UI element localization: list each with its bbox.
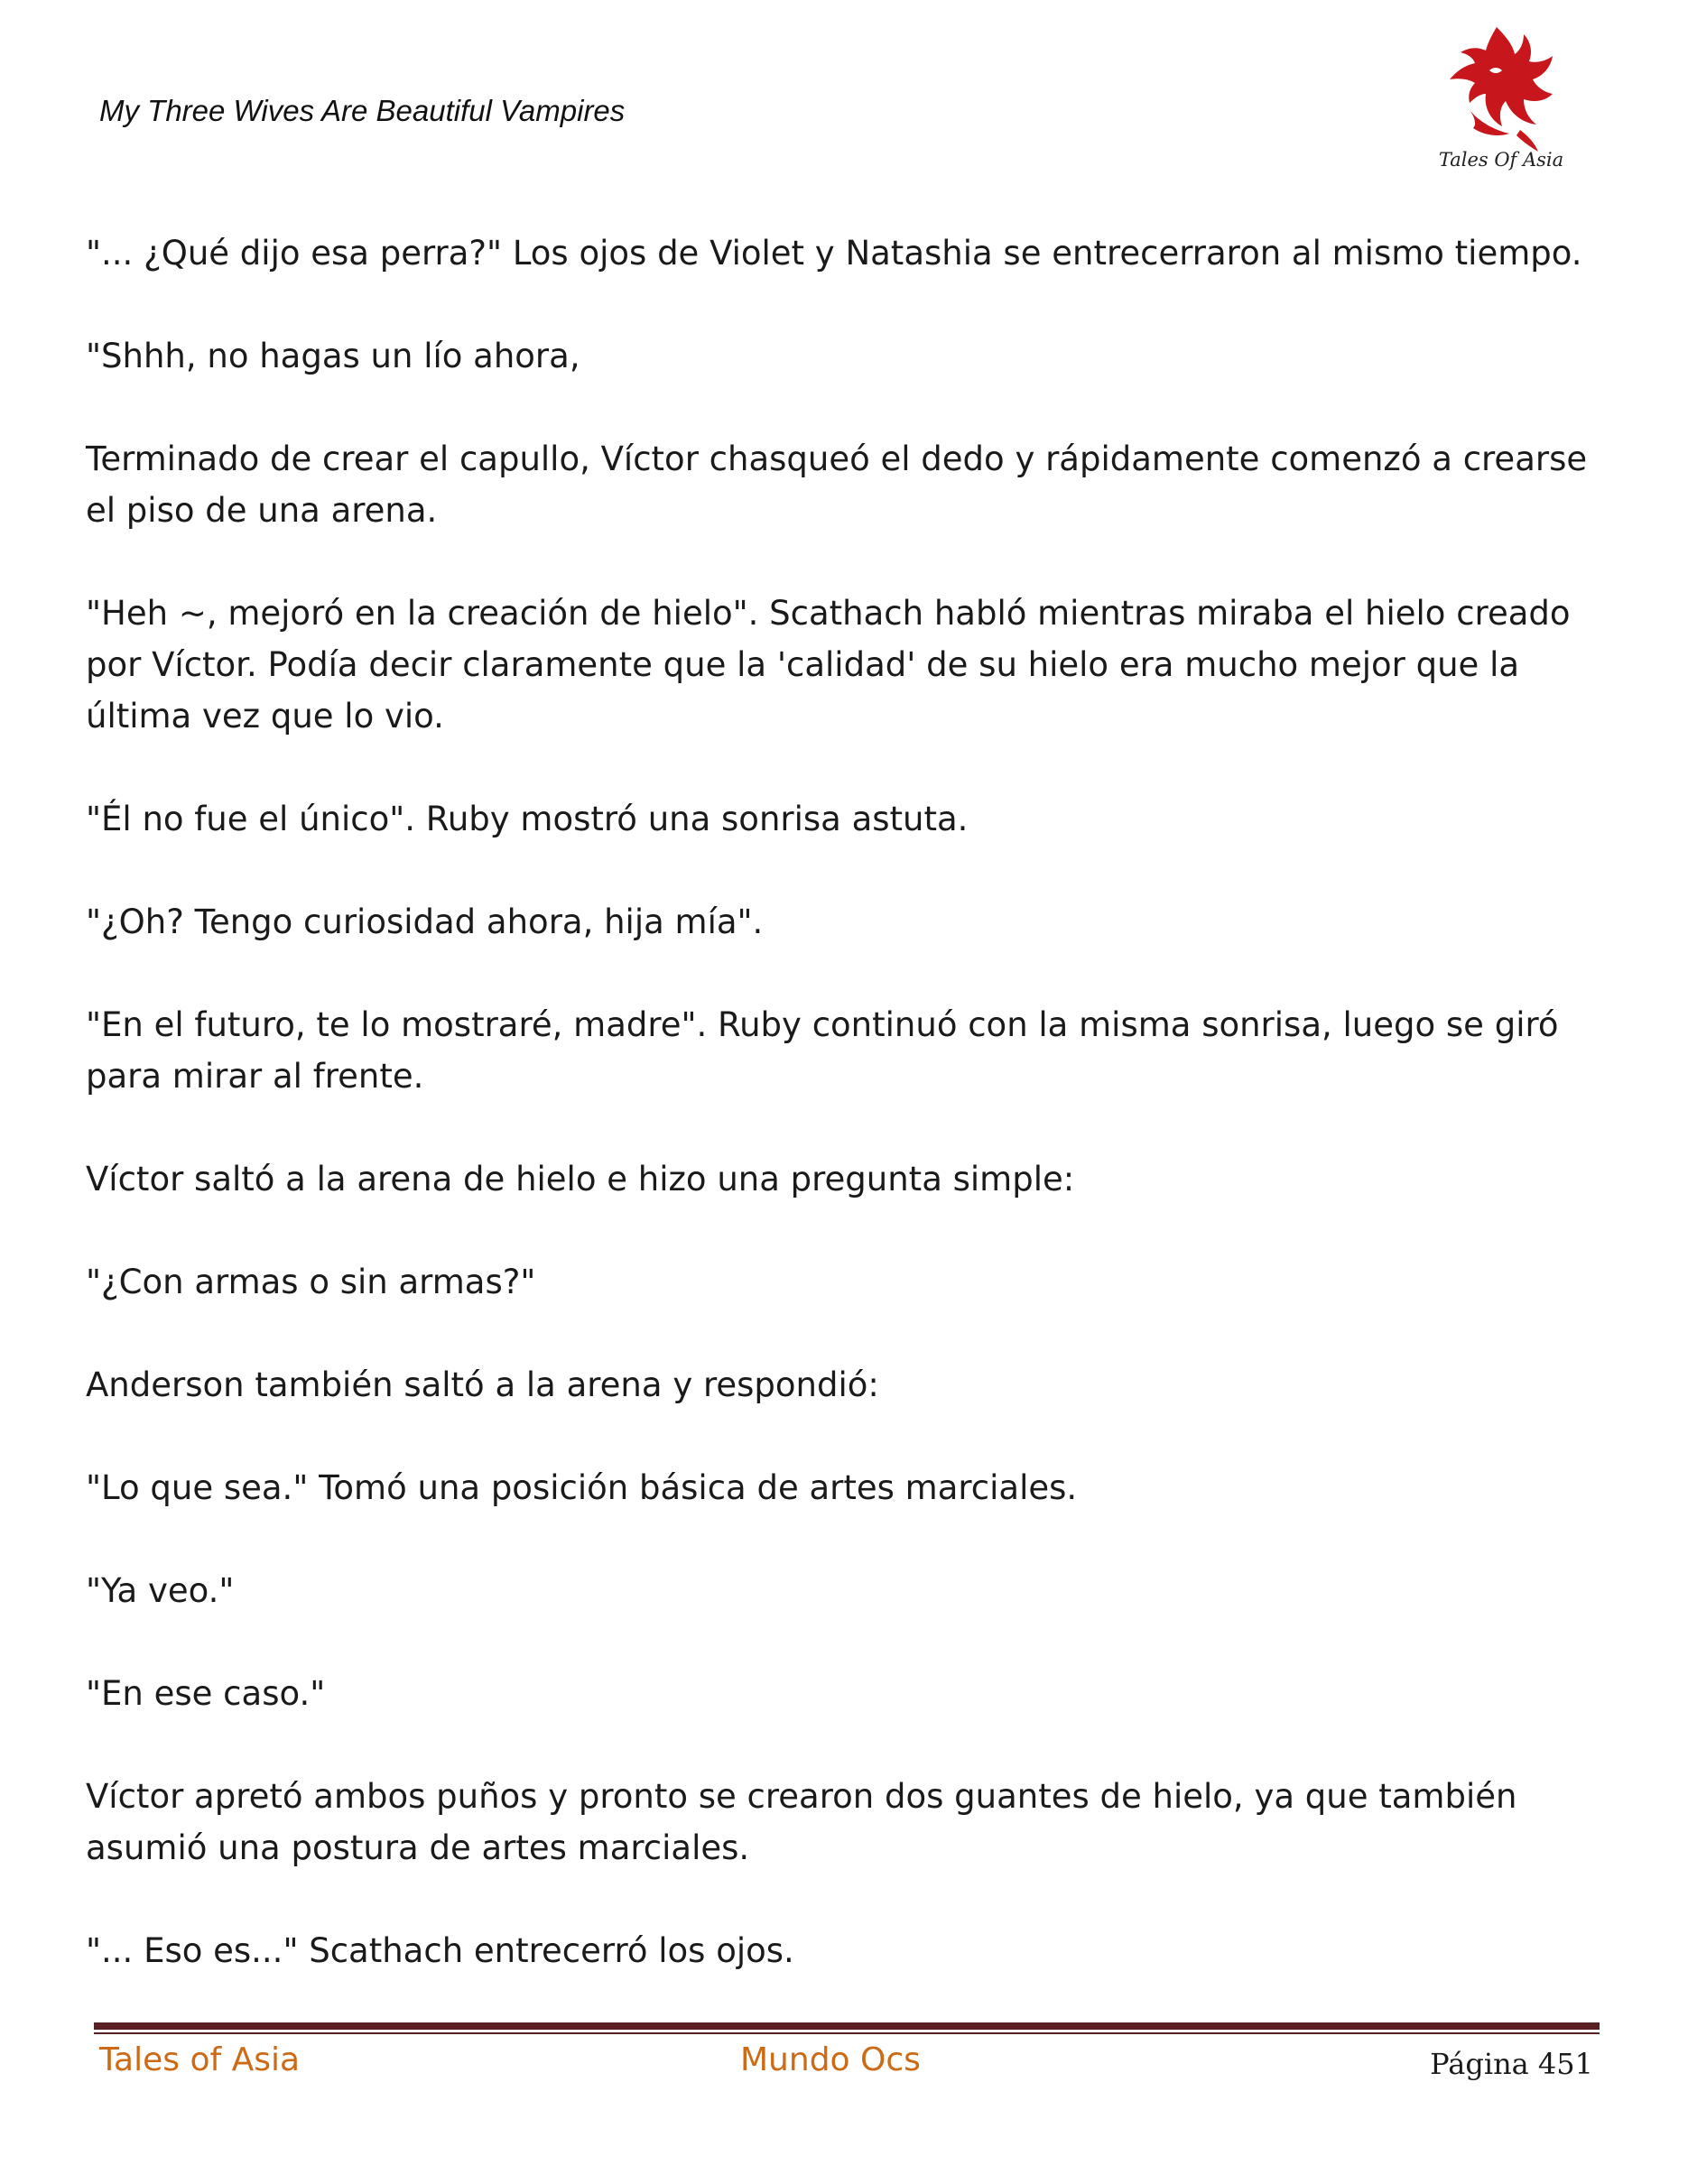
paragraph: "En ese caso.": [86, 1674, 326, 1713]
page-number: Página 451: [1430, 2047, 1593, 2081]
logo-text: Tales Of Asia: [1438, 149, 1564, 171]
paragraph: Anderson también saltó a la arena y respondió:: [86, 1365, 879, 1404]
paragraph: "Ya veo.": [86, 1571, 235, 1610]
paragraph: "¿Oh? Tengo curiosidad ahora, hija mía".: [86, 902, 764, 941]
paragraph: "... ¿Qué dijo esa perra?" Los ojos de Violet y Natashia se entrecerraron al mismo tiempo.: [86, 234, 1582, 273]
red-dragon-icon: [1433, 20, 1569, 155]
paragraph: Terminado de crear el capullo, Víctor chasqueó el dedo y rápidamente comenzó a crearse el piso de una arena.: [86, 440, 1588, 530]
paragraph: "Lo que sea." Tomó una posición básica de artes marciales.: [86, 1468, 1078, 1507]
footer-site-name: Tales of Asia: [99, 2041, 301, 2078]
chapter-body: [86, 227, 1620, 2028]
site-logo: [1433, 20, 1569, 182]
paragraph: "¿Con armas o sin armas?": [86, 1263, 536, 1301]
footer-divider: [94, 2022, 1600, 2030]
paragraph: Víctor apretó ambos puños y pronto se crearon dos guantes de hielo, ya que también asumió una postura de artes marciales.: [86, 1777, 1517, 1867]
paragraph: "Heh ~, mejoró en la creación de hielo". Scathach habló mientras miraba el hielo creado por Víctor. Podía decir claramente que la 'calidad' de su hielo era mucho mejor que la última vez que lo vio.: [86, 594, 1571, 736]
paragraph: "... Eso es..." Scathach entrecerró los ojos.: [86, 1931, 794, 1970]
paragraph: "En el futuro, te lo mostraré, madre". Ruby continuó con la misma sonrisa, luego se giró para mirar al frente.: [86, 1005, 1559, 1096]
footer-divider-thin: [94, 2032, 1600, 2034]
paragraph: Víctor saltó a la arena de hielo e hizo una pregunta simple:: [86, 1160, 1075, 1198]
paragraph: "Él no fue el único". Ruby mostró una sonrisa astuta.: [86, 800, 969, 838]
paragraph: "Shhh, no hagas un lío ahora,: [86, 337, 580, 375]
book-title: My Three Wives Are Beautiful Vampires: [99, 94, 626, 127]
footer-section-name: Mundo Ocs: [740, 2041, 921, 2078]
